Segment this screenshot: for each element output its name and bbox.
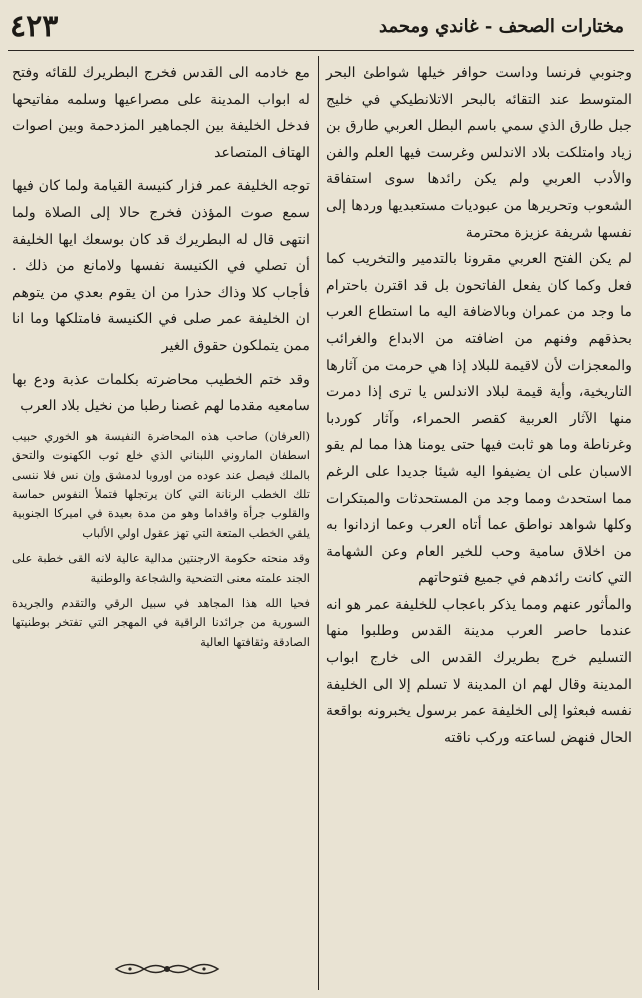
page-header bbox=[10, 6, 632, 46]
right-column bbox=[326, 60, 632, 751]
paragraph: والمأثور عنهم ومما يذكر باعجاب للخليفة عمر هو انه عندما حاصر العرب مدينة القدس وطلبوا منها التسليم خرج بطريرك القدس الى خارج ابواب المدينة وقال لهم ان المدينة لا تسلم إلا الى الخليفة نفسه فبعثوا إلى الخليفة عمر برسول يخبرونه بواقعة الحال فنهض لساعته وركب ناقته bbox=[326, 596, 632, 746]
page-number: ٤٢٣ bbox=[10, 8, 59, 44]
editor-note: فحيا الله هذا المجاهد في سبيل الرقي والتقدم والجريدة السورية من جرائدنا الراقية في المهجر التي تفتخر بوطنيتها الصادقة وثقافتها العالية bbox=[12, 595, 310, 649]
editor-note: (العرفان) صاحب هذه المحاضرة النفيسة هو الخوري حبيب اسطفان الماروني اللبناني الذي خلع ثوب الكهنوت والتحق بالملك فيصل عند عوده من اوروبا لدمشق وإن نس فلا ننسى تلك الخطب الرنانة التي كان يرتجلها فتملأ النفوس حماسة والقلوب جرأة واقداما وهو من مدة بعيدة في اميركا الجنوبية يلقي الخطب المتعة التي تهز عقول اولي الألباب bbox=[12, 428, 310, 540]
left-column bbox=[12, 60, 310, 658]
ornament-icon bbox=[112, 958, 222, 980]
running-title: مختارات الصحف - غاندي ومحمد bbox=[379, 15, 624, 37]
column-divider bbox=[318, 56, 319, 990]
editor-note: وقد منحته حكومة الارجنتين مدالية عالية لانه القى خطبة على الجند علمته معنى التضحية والشجاعة والوطنية bbox=[12, 551, 310, 585]
paragraph: مع خادمه الى القدس فخرج البطريرك للقائه وفتح له ابواب المدينة على مصراعيها وسلمه مفاتيحها فدخل الخليفة بين الجماهير المزدحمة وبين اصوات الهتاف المتصاعد bbox=[12, 65, 310, 161]
paragraph: وقد ختم الخطيب محاضرته بكلمات عذبة ودع بها سامعيه مقدما لهم غصنا رطبا من نخيل بلاد العرب bbox=[12, 371, 310, 415]
header-rule bbox=[8, 50, 634, 51]
paragraph: لم يكن الفتح العربي مقرونا بالتدمير والتخريب كما فعل وكما كان يفعل الفاتحون بل قد اقترن باحترام ما وجد من عمران وبالاضافة اليه ما استطاع العرب بحذقهم وفنهم من اضافته من الابداع والغرائب والمعجزات لأن لاقيمة للبلاد إذا هي حرمت من آثارها التاريخية، وأية قيمة لبلاد الاندلس يا ترى إذا دمرت منها الآثار العربية كقصر الحمراء، وآثار كوردبا وغرناطة وما هو ثابت فيها حتى يومنا هذا مما لم يقو الاسبان على ان يضيفوا اليه شيئا جديدا على الرغم مما استحدث ومما وجد من المستحدثات والمبتكرات وكلها شواهد نواطق عما أتاه العرب وعما ازدانوا به من اخلاق سامية وحب للخير العام وعن الشهامة التي كانت رائدهم في جميع فتوحاتهم bbox=[326, 251, 632, 587]
paragraph: توجه الخليفة عمر فزار كنيسة القيامة ولما كان فيها سمع صوت المؤذن فخرج حالا إلى الصلاة ولما انتهى قال له البطريرك قد كان بوسعك ايها الخليفة أن تصلي في الكنيسة نفسها ولامانع من ذلك . فأجاب كلا وذاك حذرا من ان يقوم بعدي من يتوهم ان الخليفة عمر صلى في الكنيسة فامتلكها وما انا ممن يتملكون حقوق الغير bbox=[12, 178, 310, 354]
paragraph: وجنوبي فرنسا وداست حوافر خيلها شواطئ البحر المتوسط عند التقائه بالبحر الاتلانطيكي في خليج جبل طارق الذي سمي باسم البطل العربي طارق بن زياد وامتلكت بلاد الاندلس وغرست فيها العلم والفن والأدب العربي ولم يكن رائدها سوى استفاقة الشعوب وتحريرها من عبوديات مستعبديها وردها إلى نفسها شريفة عزيزة محترمة bbox=[326, 65, 632, 241]
